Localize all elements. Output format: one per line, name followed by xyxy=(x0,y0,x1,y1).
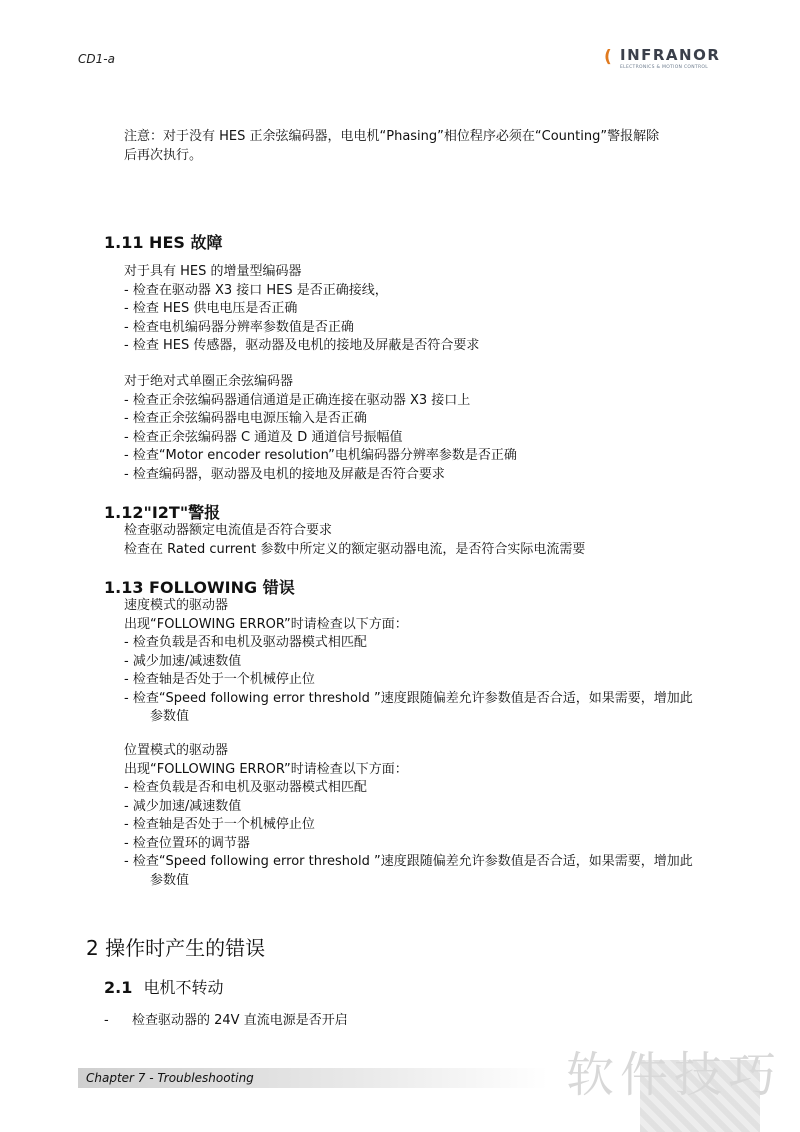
list-dash: - xyxy=(104,1013,109,1028)
section-heading-2-1 xyxy=(104,975,223,998)
section-1-12-body xyxy=(124,522,585,559)
document-id: CD1-a xyxy=(78,52,115,66)
section-heading-1-11: 1.11 HES 故障 xyxy=(104,233,223,252)
list-item: - 检查电机编码器分辨率参数值是否正确 xyxy=(124,319,354,335)
group-intro: 对于具有 HES 的增量型编码器 xyxy=(124,264,302,279)
list-item: - 检查“Speed following error threshold ”速度跟随偏差允许参数值是否合适，如果需要，增加此 xyxy=(124,690,693,706)
list-item: - 检查正余弦编码器 C 通道及 D 通道信号振幅值 xyxy=(124,429,403,445)
company-logo xyxy=(604,46,734,76)
group-intro: 速度模式的驱动器 xyxy=(124,598,229,613)
list-item: - 检查正余弦编码器通信通道是正确连接在驱动器 X3 接口上 xyxy=(124,392,471,408)
list-item: - 检查编码器，驱动器及电机的接地及屏蔽是否符合要求 xyxy=(124,466,445,482)
note-line: 后再次执行。 xyxy=(124,147,203,163)
list-item: - 检查负载是否和电机及驱动器模式相匹配 xyxy=(124,635,367,650)
logo-mark-icon: ( xyxy=(604,47,612,67)
note-line: 注意：对于没有 HES 正余弦编码器，电电机“Phasing”相位程序必须在“Counting”警报解除 xyxy=(124,129,660,144)
section-number: 2.1 xyxy=(104,978,133,997)
list-item-continuation: 参数值 xyxy=(150,872,190,888)
check-list xyxy=(124,282,479,356)
logo-wordmark: INFRANOR xyxy=(620,46,721,64)
section-1-13-position xyxy=(124,742,693,891)
group-lead: 出现“FOLLOWING ERROR”时请检查以下方面： xyxy=(124,616,408,632)
note-paragraph xyxy=(124,128,659,165)
chapter-heading-2: 2 操作时产生的错误 xyxy=(86,936,266,960)
list-item: - 检查轴是否处于一个机械停止位 xyxy=(124,817,315,833)
group-intro: 对于绝对式单圈正余弦编码器 xyxy=(124,374,294,389)
section-1-11-body xyxy=(124,263,479,356)
list-item: - 减少加速/减速数值 xyxy=(124,798,242,814)
watermark: 软件技巧 xyxy=(566,1047,783,1103)
section-title: 电机不转动 xyxy=(143,978,224,997)
list-item: - 检查正余弦编码器电电源压输入是否正确 xyxy=(124,411,367,427)
section-heading-1-12: 1.12"I2T"警报 xyxy=(104,503,221,522)
list-item: - 检查负载是否和电机及驱动器模式相匹配 xyxy=(124,780,367,795)
list-item: - 减少加速/减速数值 xyxy=(124,653,242,669)
group-intro: 位置模式的驱动器 xyxy=(124,743,229,758)
check-list xyxy=(124,779,693,891)
list-item: - 检查在驱动器 X3 接口 HES 是否正确接线， xyxy=(124,282,388,298)
list-item: 检查驱动器的 24V 直流电源是否开启 xyxy=(132,1013,348,1028)
logo-tagline: ELECTRONICS & MOTION CONTROL xyxy=(620,65,709,70)
section-1-11-body-2 xyxy=(124,373,517,484)
footer-chapter-label: Chapter 7 - Troubleshooting xyxy=(86,1071,254,1085)
check-list xyxy=(124,392,517,485)
section-heading-1-13: 1.13 FOLLOWING 错误 xyxy=(104,578,295,597)
list-item: - 检查轴是否处于一个机械停止位 xyxy=(124,672,315,688)
list-item: - 检查位置环的调节器 xyxy=(124,835,250,851)
list-item: - 检查 HES 供电电压是否正确 xyxy=(124,301,298,317)
section-1-13-speed xyxy=(124,597,693,727)
list-item-continuation: 参数值 xyxy=(150,709,190,725)
body-line: 检查驱动器额定电流值是否符合要求 xyxy=(124,523,333,538)
check-list xyxy=(124,634,693,727)
list-item: - 检查“Motor encoder resolution”电机编码器分辨率参数是否正确 xyxy=(124,448,517,464)
list-item: - 检查 HES 传感器，驱动器及电机的接地及屏蔽是否符合要求 xyxy=(124,338,480,354)
body-line: 检查在 Rated current 参数中所定义的额定驱动器电流，是否符合实际电流需要 xyxy=(124,541,586,557)
list-item: - 检查“Speed following error threshold ”速度跟随偏差允许参数值是否合适，如果需要，增加此 xyxy=(124,854,693,870)
group-lead: 出现“FOLLOWING ERROR”时请检查以下方面： xyxy=(124,761,408,777)
